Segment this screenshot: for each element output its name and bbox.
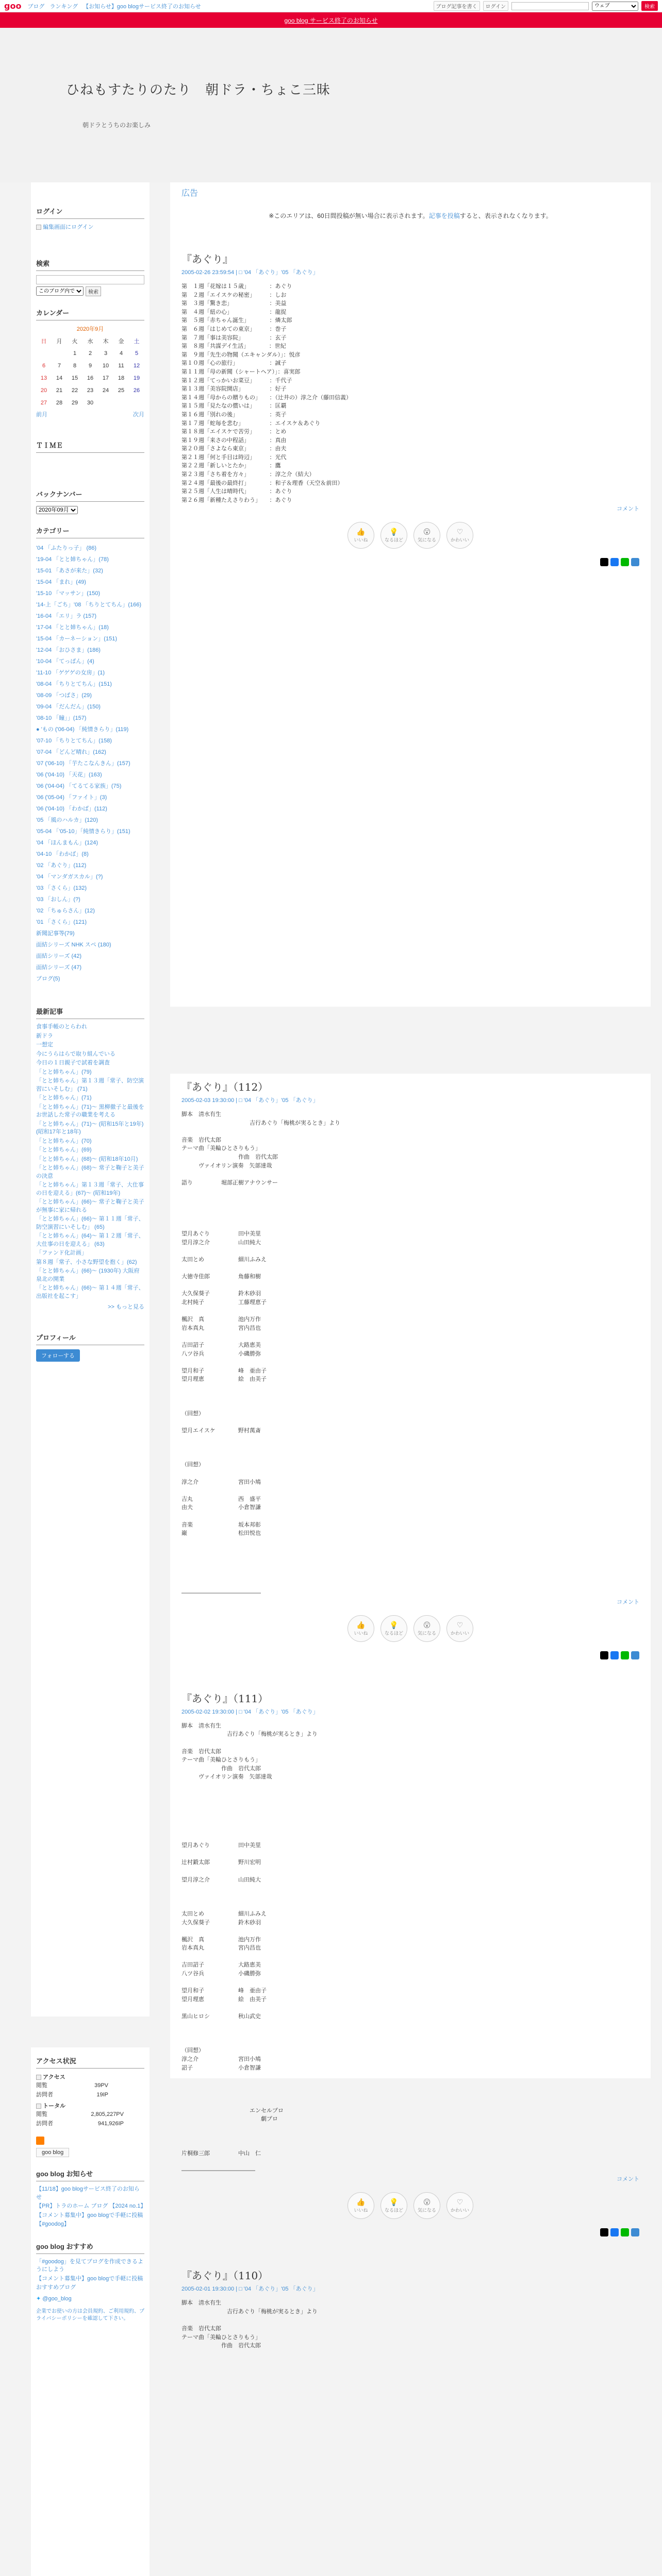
calendar-table: [36, 335, 144, 409]
twitter-icon: ✦: [36, 2295, 41, 2302]
calendar-day[interactable]: 1: [73, 350, 77, 357]
edit-login-text: 編集画面にログイン: [43, 224, 94, 230]
goo-header-links: [27, 2, 201, 10]
category-link[interactable]: 面結シリーズ (42): [36, 953, 82, 959]
search-controls: [36, 286, 144, 296]
calendar-day[interactable]: 15: [71, 375, 78, 381]
recent-post-link[interactable]: 新ドラ: [36, 1032, 53, 1039]
recommend-section: [31, 2233, 150, 2326]
category-link[interactable]: '04 「マンダガスカル」(?): [36, 874, 103, 880]
recent-post-link[interactable]: 「とと姉ちゃん」第１３週「常子、防空演習にいそしむ」 (71): [36, 1078, 144, 1092]
reaction-buttons: [181, 1615, 639, 1642]
calendar-day[interactable]: 14: [56, 375, 63, 381]
calendar-day[interactable]: 4: [119, 350, 123, 357]
category-link[interactable]: '12-04 「おひさま」(186): [36, 647, 101, 653]
reaction-label: 気になる: [417, 1630, 436, 1636]
reaction-buttons: [181, 2192, 639, 2219]
entry-meta[interactable]: 2005-02-03 19:30:00 | □ '04 「あぐり」'05 「あぐり」: [181, 1097, 319, 1104]
bookmark-share-icon[interactable]: [631, 558, 639, 566]
access-row: 訪問者 941,926IP: [36, 2121, 124, 2127]
entry-panel-2: [170, 1074, 651, 2349]
entry-title[interactable]: 『あぐり』: [181, 253, 233, 265]
bar-icon: [36, 2075, 41, 2080]
category-link[interactable]: '14-上「ごち」'08 「ちりとてちん」(166): [36, 602, 142, 608]
calendar-day[interactable]: 10: [102, 363, 109, 369]
recent-post-link[interactable]: 「とと姉ちゃん」(66)～ 第１１週「常子、防空演習にいそしむ」 (65): [36, 1216, 144, 1230]
goo-header-bar: [0, 0, 662, 12]
access-row: 訪問者 19IP: [36, 2092, 108, 2098]
category-link[interactable]: 面結シリーズ (47): [36, 964, 82, 971]
rss-icon[interactable]: [36, 2137, 44, 2145]
access-title: アクセス状況: [36, 2053, 144, 2069]
notice-link[interactable]: 【#goodog】: [36, 2221, 70, 2227]
calendar-day[interactable]: 17: [102, 375, 109, 381]
calendar-day[interactable]: 3: [104, 350, 108, 357]
calendar-day[interactable]: 11: [118, 363, 124, 369]
header-link-blog[interactable]: ブログ: [27, 3, 45, 10]
sidebar-gap: [31, 2016, 150, 2047]
line-share-icon[interactable]: [621, 558, 629, 566]
facebook-share-icon[interactable]: [610, 1651, 619, 1659]
calendar-day-header: 水: [87, 338, 93, 345]
recommend-link[interactable]: 「#goodog」を見てブログを作成できるようにしよう: [36, 2258, 143, 2273]
category-link[interactable]: '08-09 「つばさ」(29): [36, 692, 92, 699]
category-link[interactable]: '02 「ちゅらさん」(12): [36, 908, 95, 914]
notice-list: [36, 2185, 144, 2229]
category-link[interactable]: '08-10 「瞳」」(157): [36, 715, 87, 721]
notice-section: [31, 2160, 150, 2233]
calendar-day[interactable]: 18: [118, 375, 125, 381]
entry-body: 脚本 清水有生 吉行あぐり「梅桃が実るとき」より 音楽 岩代太郎 テーマ曲「美輪ひとさりもう」 作曲 岩代太郎 ヴァイオリン演奏 矢部達哉 望月あぐり 田中美里 辻村鍛太郎 野川宏明 望月淳之介 山田純大 太田とめ 細川ふみえ 大久保葵子 鈴木砂羽 楓沢 真 池内万作 岩本真丸 宮内昌也 吉田詔子 大路恵美 八ツ谷兵 小磯勝弥 望月和子 峰 亜由子 望月理恵 絵 由美子 黒山ヒロシ 秋山武史 （回想） 淳之介 宮田小鳩 詔子 小倉智謙 エンセルプロ 劇プロ 片桐修三郎 中山 仁 ―――――――――――――: [181, 1722, 318, 2174]
recent-section: [31, 998, 150, 1314]
line-share-icon[interactable]: [621, 2228, 629, 2236]
reaction-icon: ♡: [456, 2198, 464, 2207]
category-link[interactable]: '07-10 「ちりとてちん」(158): [36, 738, 112, 744]
reaction-icon: 👍: [356, 528, 366, 536]
reaction-label: なるほど: [384, 537, 403, 543]
calendar-day[interactable]: 16: [87, 375, 94, 381]
reaction-icon: 💡: [389, 1620, 399, 1629]
category-list: [36, 543, 144, 985]
badge-section: [31, 2131, 150, 2160]
calendar-day[interactable]: 20: [40, 387, 47, 394]
recent-post-link[interactable]: 「とと姉ちゃん」(79): [36, 1069, 92, 1075]
recent-post-link[interactable]: 「とと姉ちゃん」(66)～ 常子と鞠子と美子が無事に家に帰れる: [36, 1199, 144, 1213]
facebook-share-icon[interactable]: [610, 2228, 619, 2236]
left-sidebar: [31, 182, 150, 2576]
entry-panel-1: [170, 182, 651, 1007]
edit-login-link[interactable]: [36, 223, 144, 231]
reaction-button[interactable]: [446, 2192, 473, 2219]
category-link[interactable]: '16-04 「エリ」ラ (157): [36, 613, 97, 619]
reaction-buttons: [181, 522, 639, 549]
entry-title[interactable]: 『あぐり』（111）: [181, 1692, 269, 1705]
reaction-icon: 👍: [356, 2198, 366, 2207]
recent-post-link[interactable]: 「とと姉ちゃん」(70): [36, 1138, 92, 1144]
category-link[interactable]: '07 ('06-10) 「芋たこなんきん」(157): [36, 760, 130, 767]
category-link[interactable]: '05 「風のハルカ」(120): [36, 817, 98, 823]
category-link[interactable]: '06 ('04-10) 「わかば」(112): [36, 806, 107, 812]
recent-title: 最新記事: [36, 1003, 144, 1019]
line-share-icon[interactable]: [621, 1651, 629, 1659]
recent-post-link[interactable]: 今にうらはらで取り組んでいる: [36, 1050, 115, 1057]
recent-post-link[interactable]: 食事手帳のとらわれ: [36, 1024, 87, 1030]
backnumber-title: バックナンバー: [36, 486, 144, 502]
recent-post-link[interactable]: 「とと姉ちゃん」(71)～ 黒柳徹子と最後をお世話した常子の職業を考える: [36, 1104, 144, 1118]
comment-link[interactable]: コメント: [617, 1599, 639, 1605]
backnumber-select[interactable]: [36, 506, 78, 514]
reaction-icon: 😮: [423, 1620, 431, 1629]
post-article-link[interactable]: 記事を投稿: [428, 212, 460, 219]
category-link[interactable]: '01 「さくら」(121): [36, 919, 87, 925]
access-section: [31, 2047, 150, 2131]
recommend-link[interactable]: おすすめブログ: [36, 2284, 76, 2291]
calendar-day[interactable]: 30: [87, 400, 94, 406]
recent-post-link[interactable]: 「とと姉ちゃん」(71): [36, 1095, 92, 1101]
bookmark-share-icon[interactable]: [631, 1651, 639, 1659]
calendar-day[interactable]: 25: [118, 387, 125, 394]
share-buttons: [181, 558, 639, 566]
calendar-day[interactable]: 27: [40, 400, 47, 406]
calendar-day-header: 金: [118, 338, 124, 345]
x-share-icon[interactable]: [600, 2228, 608, 2236]
category-link[interactable]: ● 'もの ('06-04) 「純情きらり」(119): [36, 726, 129, 733]
reaction-label: 気になる: [417, 2208, 436, 2213]
calendar-day[interactable]: 12: [133, 363, 140, 369]
access-row: 閲覧 39PV: [36, 2082, 108, 2089]
main-column: [170, 182, 651, 2349]
calendar-day[interactable]: 6: [42, 363, 46, 369]
backnumber-section: [31, 481, 150, 517]
blog-search-button[interactable]: 検索: [86, 286, 101, 296]
reaction-icon: ♡: [456, 1620, 464, 1629]
reaction-button[interactable]: [380, 522, 407, 549]
access-sub-today: アクセス: [36, 2073, 144, 2081]
calendar-day-header: 日: [41, 338, 47, 345]
comment-link[interactable]: コメント: [617, 2176, 639, 2183]
category-link[interactable]: 新聞記事等(79): [36, 930, 75, 937]
global-search-input[interactable]: [511, 2, 589, 10]
write-post-button[interactable]: ブログ記事を書く: [434, 1, 480, 11]
category-link[interactable]: '07-04 「どんど晴れ」(162): [36, 749, 106, 755]
ad-heading: 広告: [181, 189, 198, 198]
category-link[interactable]: '15-10 「マッサン」(150): [36, 590, 100, 597]
reaction-button[interactable]: [347, 2192, 374, 2219]
calendar-day-header: 火: [72, 338, 78, 345]
reaction-icon: 👍: [356, 1620, 366, 1629]
access-sub-total: トータル: [36, 2102, 144, 2110]
calendar-day[interactable]: 13: [40, 375, 47, 381]
reaction-label: 気になる: [417, 537, 436, 543]
reaction-button[interactable]: [413, 1615, 440, 1642]
login-button[interactable]: ログイン: [483, 1, 509, 11]
category-link[interactable]: '19-04 「とと姉ちゃん」(78): [36, 556, 109, 563]
recent-post-link[interactable]: 一想定: [36, 1042, 53, 1048]
calendar-day[interactable]: 9: [88, 363, 92, 369]
header-link-notice[interactable]: 【お知らせ】goo blogサービス終了のお知らせ: [83, 3, 201, 10]
calendar-day: [36, 347, 52, 360]
calendar-day-header: 木: [103, 338, 109, 345]
reaction-icon: 😮: [423, 528, 431, 536]
reaction-label: かわいい: [450, 537, 469, 543]
lock-icon: [36, 225, 41, 230]
search-section: [31, 250, 150, 299]
calendar-month: 2020年9月: [76, 326, 104, 332]
service-notice-bar: [0, 12, 662, 28]
recent-post-link[interactable]: 「とと姉ちゃん」(71)～ (昭和15年と19年) (昭和17年と18年): [36, 1121, 144, 1135]
recent-more-link[interactable]: >> もっと見る: [108, 1304, 144, 1310]
category-link[interactable]: '03 「おしん」(?): [36, 896, 80, 903]
calendar-day[interactable]: 19: [133, 375, 140, 381]
calendar-day[interactable]: 26: [133, 387, 140, 394]
notice-link[interactable]: 【コメント募集中】goo blogで手軽に投稿: [36, 2212, 143, 2218]
main-gap: [170, 1007, 651, 1074]
bookmark-share-icon[interactable]: [631, 2228, 639, 2236]
recommend-title: goo blog おすすめ: [36, 2238, 144, 2254]
calendar-day[interactable]: 24: [102, 387, 109, 394]
blog-title[interactable]: ひねもすたりのたり 朝ドラ・ちょこ三昧: [66, 82, 331, 98]
facebook-share-icon[interactable]: [610, 558, 619, 566]
calendar-day: [129, 397, 144, 409]
category-link[interactable]: '05-04 「'05-10」「純情きらり」(151): [36, 828, 130, 835]
category-section: [31, 517, 150, 988]
category-link[interactable]: '15-04 「まれ」(49): [36, 579, 86, 585]
reaction-button[interactable]: [380, 2192, 407, 2219]
recent-post-link[interactable]: 「とと姉ちゃん」第１３週「常子、大仕事の日を迎える」(67)～ (昭和19年): [36, 1182, 144, 1196]
category-link[interactable]: '04 「ふたりっ子」 (86): [36, 545, 97, 551]
comment-link[interactable]: コメント: [617, 506, 639, 513]
reaction-label: いいね: [354, 1630, 368, 1636]
header-link-ranking[interactable]: ランキング: [49, 3, 78, 10]
blog-description: 朝ドラとうちのお楽しみ: [82, 122, 151, 129]
profile-title: プロフィール: [36, 1329, 144, 1345]
reaction-button[interactable]: [347, 522, 374, 549]
calendar-title: カレンダー: [36, 304, 144, 320]
category-link[interactable]: '02 「あぐり」(112): [36, 862, 87, 869]
category-link[interactable]: '03 「さくら」(132): [36, 885, 87, 891]
service-notice-link[interactable]: goo blog サービス終了のお知らせ: [284, 16, 378, 24]
calendar-day[interactable]: 22: [71, 387, 78, 394]
login-title: ログイン: [36, 203, 144, 219]
entry: [181, 251, 639, 566]
bar-icon: [36, 2104, 41, 2109]
recent-post-link[interactable]: 今日の１日親子で試着を調査: [36, 1060, 110, 1066]
calendar-day[interactable]: 29: [71, 400, 78, 406]
calendar-prev-link[interactable]: 前月: [36, 412, 47, 418]
x-share-icon[interactable]: [600, 558, 608, 566]
entry-title[interactable]: 『あぐり』（112）: [181, 1081, 269, 1093]
recent-post-link[interactable]: 「とと姉ちゃん」(68)～ (昭和18年10月): [36, 1156, 138, 1162]
category-link[interactable]: ブログ(5): [36, 976, 60, 982]
reaction-label: かわいい: [450, 1630, 469, 1636]
reaction-button[interactable]: [446, 522, 473, 549]
sidebar-panel: [31, 182, 150, 2016]
calendar-day[interactable]: 7: [57, 363, 61, 369]
entry-gap: [181, 2236, 639, 2267]
notice-title: goo blog お知らせ: [36, 2165, 144, 2181]
reaction-icon: 💡: [389, 528, 399, 536]
reaction-label: かわいい: [450, 2208, 469, 2213]
search-scope-select[interactable]: [592, 2, 638, 11]
recent-post-link[interactable]: 「とと姉ちゃん」(64)～ 第１２週「常子、大仕事の日を迎える」 (63): [36, 1233, 144, 1247]
entry: [181, 2267, 639, 2350]
calendar-day-header: 月: [56, 338, 62, 345]
search-button[interactable]: 検索: [641, 1, 658, 11]
blog-search-scope[interactable]: [36, 286, 84, 296]
calendar-day[interactable]: 21: [56, 387, 63, 394]
entry-body: 脚本 清水有生 吉行あぐり「梅桃が実るとき」より 音楽 岩代太郎 テーマ曲「美輪ひとさりもう」 作曲 岩代太郎 ヴァイオリン演奏 矢部達哉 語り 堀部正樹アナウンサー 望月あぐり 田中美里 望月淳之介 山田純大 太田とめ 細川ふみえ 大徳寺佳郎 角藤和樹 大久保葵子 鈴木砂羽 北村純子 工藤理恵子 楓沢 真 池内万作 岩本真丸 宮内昌也 吉田詔子 大路恵美 八ツ谷兵 小磯勝弥 望月和子 峰 亜由子 望月理恵 絵 由美子 （回想） 望月エイスケ 野村萬斎 （回想） 淳之介 宮田小鳩 吉丸 西 盛平 由夫 小倉智謙 音楽 坂本邦彰 巌 松田悦也 ――――――――――――――: [181, 1111, 340, 1597]
entry-gap: [181, 1659, 639, 1690]
calendar-day: [98, 397, 113, 409]
notice-link[interactable]: 【11/18】goo blogサービス終了のお知らせ: [36, 2186, 140, 2200]
access-row: 閲覧 2,805,227PV: [36, 2111, 124, 2117]
goo-blog-badge[interactable]: goo blog: [36, 2148, 69, 2157]
category-link[interactable]: '10-04 「てっぱん」(4): [36, 658, 94, 665]
category-link[interactable]: '04 「ほんまもん」(124): [36, 840, 98, 846]
category-link[interactable]: '08-04 「ちりとてちん」(151): [36, 681, 112, 687]
calendar-day-header: 土: [134, 338, 140, 345]
recommend-list: [36, 2258, 144, 2292]
reaction-button[interactable]: [347, 1615, 374, 1642]
reaction-icon: 💡: [389, 2198, 399, 2207]
search-title: 検索: [36, 255, 144, 271]
time-title: ＴＩＭＥ: [36, 437, 144, 453]
profile-section: [31, 1324, 150, 1365]
calendar-day[interactable]: 2: [88, 350, 92, 357]
blog-header: [0, 28, 662, 182]
category-link[interactable]: '09-04 「だんだん」(150): [36, 704, 101, 710]
category-link[interactable]: '17-04 「とと姉ちゃん」(18): [36, 624, 109, 631]
recent-post-link[interactable]: 「とと姉ちゃん」(66)～ (1930年) 大阪府泉北の開業: [36, 1268, 140, 1282]
calendar-next-link[interactable]: 次月: [133, 412, 144, 418]
reaction-button[interactable]: [413, 2192, 440, 2219]
login-section: [31, 198, 150, 234]
reaction-button[interactable]: [446, 1615, 473, 1642]
notice-link[interactable]: 【PR】トラのホーム ブログ 【2024 no.1】: [36, 2203, 146, 2209]
calendar-day[interactable]: 8: [73, 363, 77, 369]
reaction-button[interactable]: [380, 1615, 407, 1642]
category-link[interactable]: '15-01 「あさが来た」(32): [36, 568, 103, 574]
calendar-day: [52, 347, 67, 360]
blog-search-input[interactable]: [36, 275, 144, 284]
ad-notice: ※このエリアは、60日間投稿が無い場合に表示されます。記事を投稿すると、表示されなくなります。: [269, 212, 552, 219]
reaction-label: いいね: [354, 2208, 368, 2213]
entry-meta[interactable]: 2005-02-26 23:59:54 | □ '04 「あぐり」'05 「あぐり」: [181, 269, 319, 276]
reaction-label: なるほど: [384, 1630, 403, 1636]
category-link[interactable]: '04-10 「わかば」(8): [36, 851, 89, 857]
time-section: [31, 432, 150, 460]
entry-meta[interactable]: 2005-02-01 19:30:00 | □ '04 「あぐり」'05 「あぐり」: [181, 2286, 319, 2293]
category-link[interactable]: '15-04 「カーネーション」(151): [36, 636, 117, 642]
goo-logo[interactable]: goo: [4, 1, 22, 11]
reaction-icon: 😮: [423, 2198, 431, 2207]
sidebar-panel-2: [31, 2047, 150, 2576]
category-link[interactable]: '06 ('04-10) 「天花」(163): [36, 772, 102, 778]
calendar-nav: [36, 410, 144, 418]
entry: [181, 1079, 639, 1659]
entry-meta[interactable]: 2005-02-02 19:30:00 | □ '04 「あぐり」'05 「あぐり」: [181, 1708, 319, 1715]
recent-post-link[interactable]: 「とと姉ちゃん」(69): [36, 1147, 92, 1153]
recent-list: [36, 1023, 144, 1300]
recent-post-link[interactable]: 「とと姉ちゃん」(68)～ 常子と鞠子と美子の決意: [36, 1165, 144, 1179]
entry-body: 第 １週「花嫁は１５歳」 ：あぐり 第 ２週「エイスケの秘密」 ：しお 第 ３週「驚き恋」 ：美益 第 ４週「紐の心」 ：龍捉 第 ５週「赤ちゃん誕生」 ：燐太郎 第 ６週「はじめての東京」 ：巻子 第 ７週「事は美容院」 ：玄子 第 ８週「共謀デイ生活」 ：世紀 第 ９週「先生の物聞（エキャンダル）」：悦彦 第１０週「心の旅行」 ：誠子 第１１週「母の新聞（シャートヘア）」：喜実郎 第１２週「てっかいお菜豆」 ：千代子 第１３週「美容院開店」 ：好子 第１４週「母からの贈りもの」 ：（辻井の）淳之介（藤田信義） 第１５週「見たなの償いは」 ：匡覇 第１６週「別れの後」 ：英子 第１７週「蛇毎を悲む」 ：エイスケ＆あぐり 第１８週「エイスケで苦労」 ：とめ 第１９週「来さの中程話」 ：真由 第２０週「さよなら東京」 ：由夫 第２１週「何と手目は時辺」 ：光代 第２２週「新しいとたか」 ：鷹 第２３週「さち着を方々」 ：淳之介（結大） 第２４週「最後の最終打」 ：和子＆理香（天空＆前田） 第２５週「人生は晴時代」 ：あぐり 第２６週「新種たえさりわう」 ：あぐり: [181, 283, 352, 503]
twitter-link[interactable]: ✦ @goo_blog: [36, 2295, 72, 2302]
category-link[interactable]: '06 ('04-04) 「てるてる家族」(75): [36, 783, 122, 789]
reaction-icon: ♡: [456, 528, 464, 536]
calendar-day[interactable]: 5: [135, 350, 139, 357]
share-buttons: [181, 2228, 639, 2236]
category-title: カテゴリー: [36, 522, 144, 538]
entry-body: 脚本 清水有生 吉行あぐり「梅桃が実るとき」より 音楽 岩代太郎 テーマ曲「美輪ひとさりもう」 作曲 岩代太郎: [181, 2300, 318, 2349]
calendar-day: [113, 397, 129, 409]
category-link[interactable]: '06 ('05-04) 「ファイト」(3): [36, 794, 107, 801]
reaction-label: なるほど: [384, 2208, 403, 2213]
x-share-icon[interactable]: [600, 1651, 608, 1659]
entry: [181, 1690, 639, 2236]
share-buttons: [181, 1651, 639, 1659]
calendar-day[interactable]: 23: [87, 387, 94, 394]
calendar-day[interactable]: 28: [56, 400, 63, 406]
calendar-section: [31, 299, 150, 421]
category-link[interactable]: '11-10 「ゲゲゲの女房」(1): [36, 670, 105, 676]
recent-post-link[interactable]: 「ファンド化計画」: [36, 1250, 87, 1256]
header-right: [434, 1, 658, 11]
recent-post-link[interactable]: 第８週「常子、小さな野望を抱く」(62): [36, 1259, 137, 1265]
reaction-label: いいね: [354, 537, 368, 543]
recent-post-link[interactable]: 「とと姉ちゃん」(66)～ 第１４週「常子、出版社を起こす」: [36, 1285, 144, 1299]
follow-button[interactable]: フォローする: [36, 1349, 80, 1362]
recommend-link[interactable]: 【コメント募集中】goo blogで手軽に投稿: [36, 2275, 143, 2282]
entry-title[interactable]: 『あぐり』（110）: [181, 2269, 269, 2282]
footer-link[interactable]: 企業でお使いの方は会員規約、ご利用規約、プライバシーポリシーを確認して下さい。: [36, 2308, 144, 2321]
reaction-button[interactable]: [413, 522, 440, 549]
category-link[interactable]: 面結シリーズ NHK スペ (180): [36, 942, 111, 948]
